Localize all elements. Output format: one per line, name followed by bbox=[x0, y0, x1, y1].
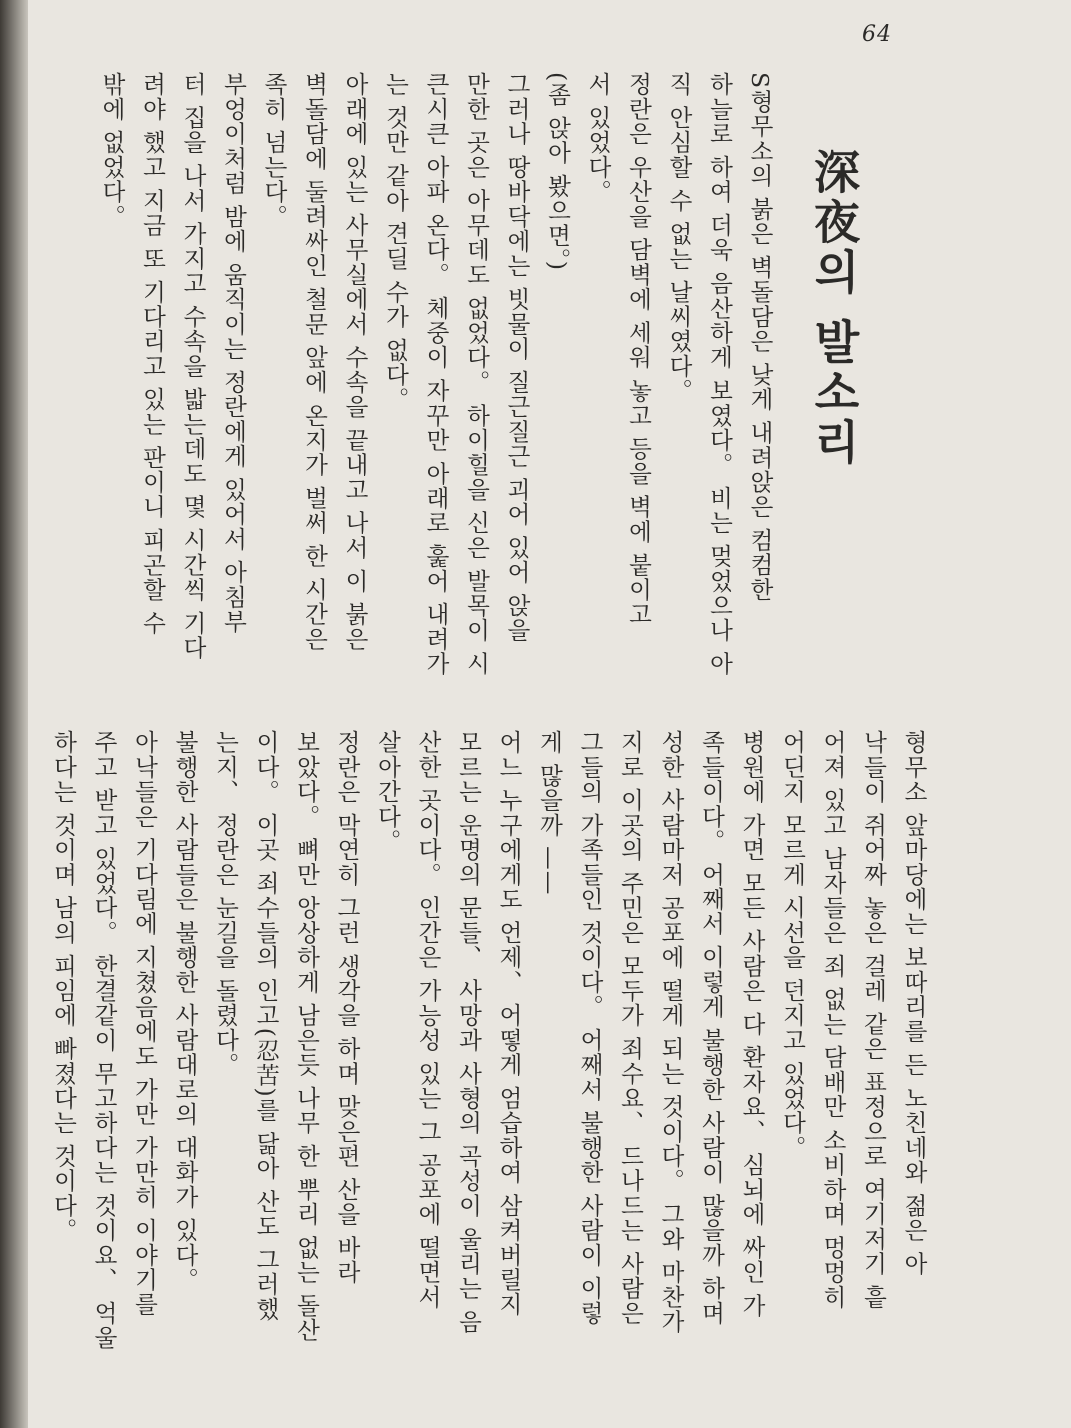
text-column: S형무소의 붉은 벽돌담은 낮게 내려앉은 컴컴한 bbox=[746, 72, 774, 602]
text-column: 하늘로 하여 더욱 음산하게 보였다。 비는 멎었으나 아 bbox=[705, 72, 734, 677]
text-column: 성한 사람마저 공포에 떨게 되는 것이다。 그와 마찬가 bbox=[657, 730, 685, 1335]
text-column: 벽돌담에 둘려싸인 철문 앞에 온지가 벌써 한 시간은 bbox=[300, 72, 329, 652]
text-column: 하다는 것이며 남의 피임에 빠졌다는 것이다。 bbox=[49, 730, 78, 1243]
upper-text-block bbox=[100, 72, 780, 704]
text-column: 정란은 우산을 담벽에 세워 놓고 등을 벽에 붙이고 bbox=[624, 72, 653, 627]
text-column: 아래에 있는 사무실에서 수속을 끝내고 나서 이 붉은 bbox=[341, 72, 369, 652]
text-column: 이다。 이곳 죄수들의 인고(忍苦)를 닮아 산도 그러했 bbox=[252, 730, 280, 1322]
text-column: 어져 있고 남자들은 죄 없는 담배만 소비하며 멍멍히 bbox=[819, 730, 847, 1310]
text-column: 그러나 땅바닥에는 빗물이 질근질근 괴어 있어 앉을 bbox=[503, 72, 531, 643]
page-number: 64 bbox=[862, 22, 892, 47]
text-column: 주고 받고 있었다。 한결같이 무고하다는 것이요、 억울 bbox=[90, 730, 118, 1351]
text-column: 큰시큰 아파 온다。 체중이 자꾸만 아래로 훑어 내려가 bbox=[422, 72, 450, 677]
text-column: 는지、 정란은 눈길을 돌렸다。 bbox=[211, 730, 240, 1078]
text-column: 서 있었다。 bbox=[584, 72, 612, 205]
text-column: 족들이다。 어째서 이렇게 불행한 사람이 많을까 하며 bbox=[697, 730, 726, 1326]
text-column: 모르는 운명의 문들、 사망과 사형의 곡성이 울리는 음 bbox=[454, 730, 483, 1335]
chapter-title: 深夜의 발소리 bbox=[807, 148, 861, 469]
text-column: 정란은 막연히 그런 생각을 하며 맞은편 산을 바라 bbox=[333, 730, 361, 1285]
text-column: 부엉이처럼 밤에 움직이는 정란에게 있어서 아침부 bbox=[219, 72, 248, 635]
text-column: 만한 곳은 아무데도 없었다。 하이힐을 신은 발목이 시 bbox=[462, 72, 491, 677]
text-column: 려야 했고 지금 또 기다리고 있는 판이니 피곤할 수 bbox=[138, 72, 167, 636]
text-column: 보았다。 뼈만 앙상하게 남은듯 나무 한 뿌리 없는 돌산 bbox=[292, 730, 321, 1343]
lower-text-block bbox=[49, 730, 934, 1420]
text-column: 밖에 없었다。 bbox=[98, 72, 126, 229]
text-column: 게 많을까 —— bbox=[535, 730, 564, 896]
text-column: 아낙들은 기다림에 지쳤음에도 가만 가만히 이야기를 bbox=[130, 730, 159, 1317]
text-column: 어딘지 모르게 시선을 던지고 있었다。 bbox=[778, 730, 807, 1160]
text-column: 형무소 앞마당에는 보따리를 든 노친네와 젊은 아 bbox=[900, 730, 928, 1277]
text-column: 터 집을 나서 가지고 수속을 밟는데도 몇 시간씩 기다 bbox=[179, 72, 207, 661]
text-column: (좀 앉아 봤으면。) bbox=[543, 72, 572, 272]
text-column: 불행한 사람들은 불행한 사람대로의 대화가 있다。 bbox=[171, 730, 199, 1293]
text-column: 어느 누구에게도 언제、 어떻게 엄습하여 삼켜버릴지 bbox=[495, 730, 523, 1317]
text-column: 산한 곳이다。 인간은 가능성 있는 그 공포에 떨면서 bbox=[414, 730, 442, 1310]
page-edge-shadow bbox=[0, 0, 28, 1428]
text-column: 족히 넘는다。 bbox=[260, 72, 288, 229]
text-column: 낙들이 쥐어짜 놓은 걸레 같은 표정으로 여기저기 흩 bbox=[859, 730, 888, 1310]
text-column: 그들의 가족들인 것이다。 어째서 불행한 사람이 이렇 bbox=[576, 730, 604, 1326]
text-column: 살아간다。 bbox=[373, 730, 402, 854]
text-column: 는 것만 같아 견딜 수가 없다。 bbox=[381, 72, 410, 412]
text-column: 직 안심할 수 없는 날씨였다。 bbox=[665, 72, 693, 404]
text-column: 지로 이곳의 주민은 모두가 죄수요、 드나드는 사람은 bbox=[616, 730, 645, 1326]
text-column: 병원에 가면 모든 사람은 다 환자요、 심뇌에 싸인 가 bbox=[738, 730, 766, 1319]
